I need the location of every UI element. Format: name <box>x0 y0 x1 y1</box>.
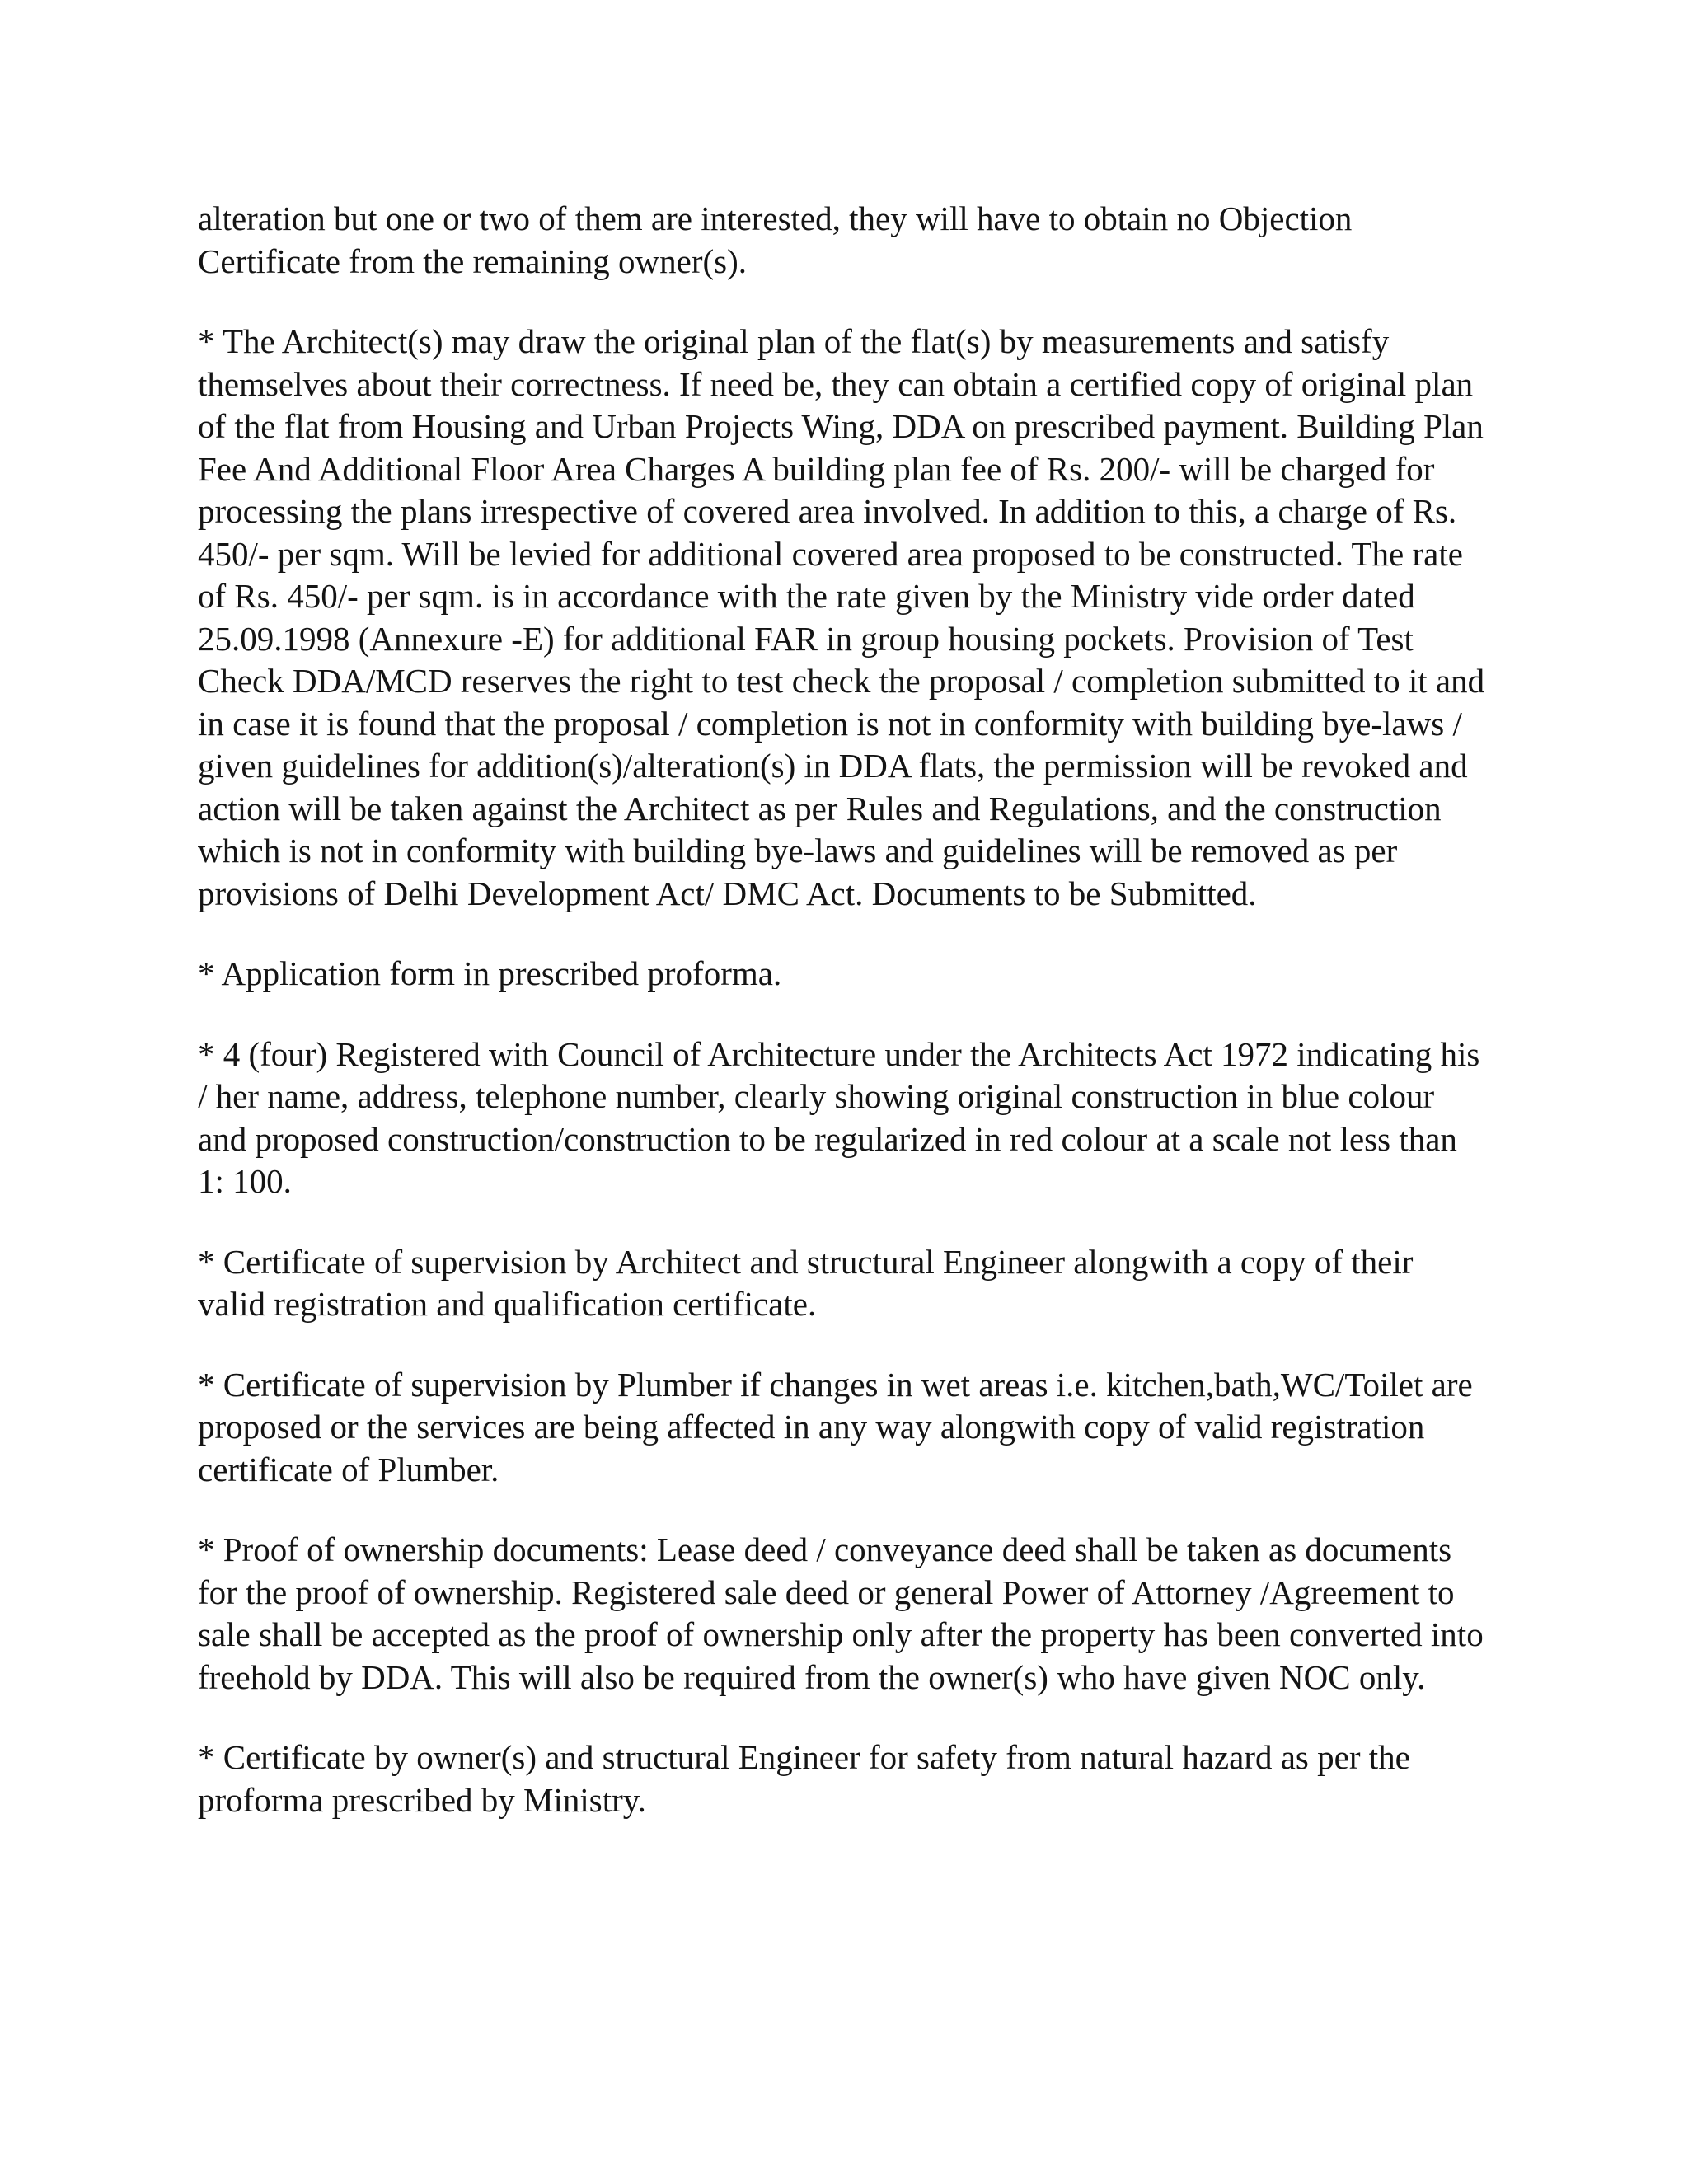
paragraph-owner-noc: alteration but one or two of them are interested, they will have to obtain no Objection Certificate from the remaining owner(s). <box>198 199 1353 280</box>
paragraph-architect-plan-fees: * The Architect(s) may draw the original plan of the flat(s) by measurements and satisfy themselves about their correctness. If need be, they can obtain a certified copy of original plan of the flat from Housing and Urban Projects Wing, DDA on prescribed payment. Building Plan Fee And Additional Floor Area Charges A building plan fee of Rs. 200/- will be charged for processing the plans irrespective of covered area involved. In addition to this, a charge of Rs. 450/- per sqm. Will be levied for additional covered area proposed to be constructed. The rate of Rs. 450/- per sqm. is in accordance with the rate given by the Ministry vide order dated 25.09.1998 (Annexure -E) for additional FAR in group housing pockets. Provision of Test Check DDA/MCD reserves the right to test check the proposal / completion submitted to it and in case it is found that the proposal / completion is not in conformity with building bye-laws / given guidelines for addition(s)/alteration(s) in DDA flats, the permission will be revoked and action will be taken against the Architect as per Rules and Regulations, and the construction which is not in conformity with building bye-laws and guidelines will be removed as per provisions of Delhi Development Act/ DMC Act. Documents to be Submitted. <box>198 322 1485 912</box>
paragraph-registered-drawings: * 4 (four) Registered with Council of Architecture under the Architects Act 1972 indicating his / her name, address, telephone number, clearly showing original construction in blue colour and proposed construction/construction to be regularized in red colour at a scale not less than 1: 100. <box>198 1034 1480 1200</box>
paragraph-architect-supervision: * Certificate of supervision by Architect and structural Engineer alongwith a copy of their valid registration and qualification certificate. <box>198 1242 1414 1323</box>
paragraph-application-form: * Application form in prescribed proforma. <box>198 954 782 992</box>
paragraph-plumber-supervision: * Certificate of supervision by Plumber if changes in wet areas i.e. kitchen,bath,WC/Toilet are proposed or the services are being affected in any way alongwith copy of valid registration certificate of Plumber. <box>198 1365 1473 1488</box>
document-body <box>198 198 1488 1859</box>
paragraph-proof-of-ownership: * Proof of ownership documents: Lease deed / conveyance deed shall be taken as documents for the proof of ownership. Registered sale deed or general Power of Attorney /Agreement to sale shall be accepted as the proof of ownership only after the property has been converted into freehold by DDA. This will also be required from the owner(s) who have given NOC only. <box>198 1530 1484 1696</box>
paragraph-natural-hazard-certificate: * Certificate by owner(s) and structural Engineer for safety from natural hazard as per the proforma prescribed by Ministry. <box>198 1738 1410 1819</box>
